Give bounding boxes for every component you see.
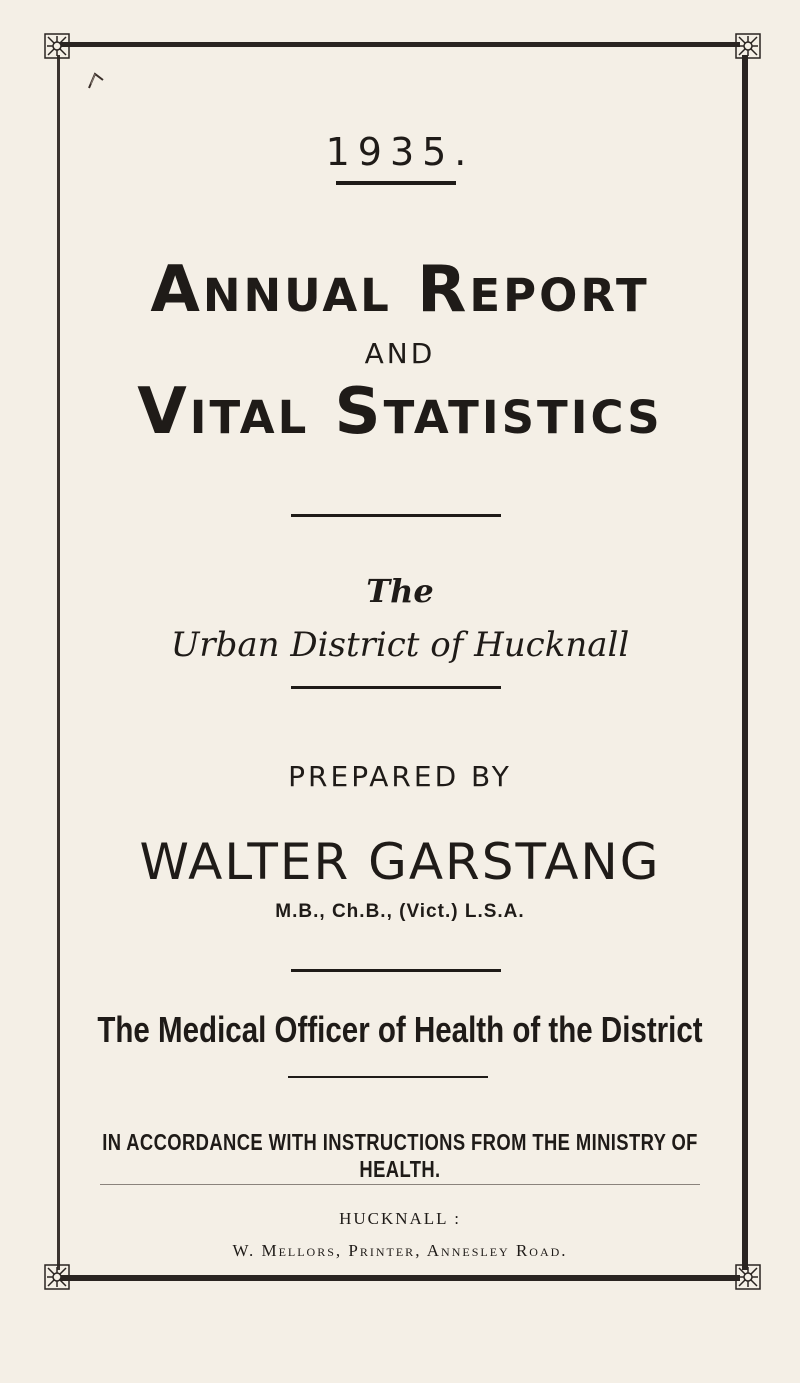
imprint-town: HUCKNALL : [339,1209,461,1228]
prepared-by-label: PREPARED BY [288,760,512,793]
title-line-1: Annual Report [150,253,650,327]
author-role: The Medical Officer of Health of the District [97,1009,703,1050]
corner-ornament-icon [44,1264,70,1290]
instructions-line: IN ACCORDANCE WITH INSTRUCTIONS FROM THE MINISTRY OF HEALTH. [102,1129,698,1182]
corner-ornament-icon [735,33,761,59]
year-underline [336,181,456,185]
divider-rule [288,1076,488,1078]
year-heading: 1935. [325,130,475,174]
border-bottom [60,1275,740,1281]
divider-rule [100,1184,700,1185]
author-name: WALTER GARSTANG [139,833,661,891]
divider-rule [291,514,501,517]
authority-district: Urban District of Hucknall [170,625,630,665]
pencil-mark-icon [85,68,109,92]
title-line-2: Vital Statistics [137,375,663,449]
authority-the: The [366,572,434,610]
imprint-printer: W. Mellors, Printer, Annesley Road. [232,1241,568,1260]
author-qualifications: M.B., Ch.B., (Vict.) L.S.A. [275,901,525,922]
border-top [60,42,740,47]
divider-rule [291,686,501,689]
divider-rule [291,969,501,972]
corner-ornament-icon [735,1264,761,1290]
corner-ornament-icon [44,33,70,59]
title-and: AND [364,337,436,370]
